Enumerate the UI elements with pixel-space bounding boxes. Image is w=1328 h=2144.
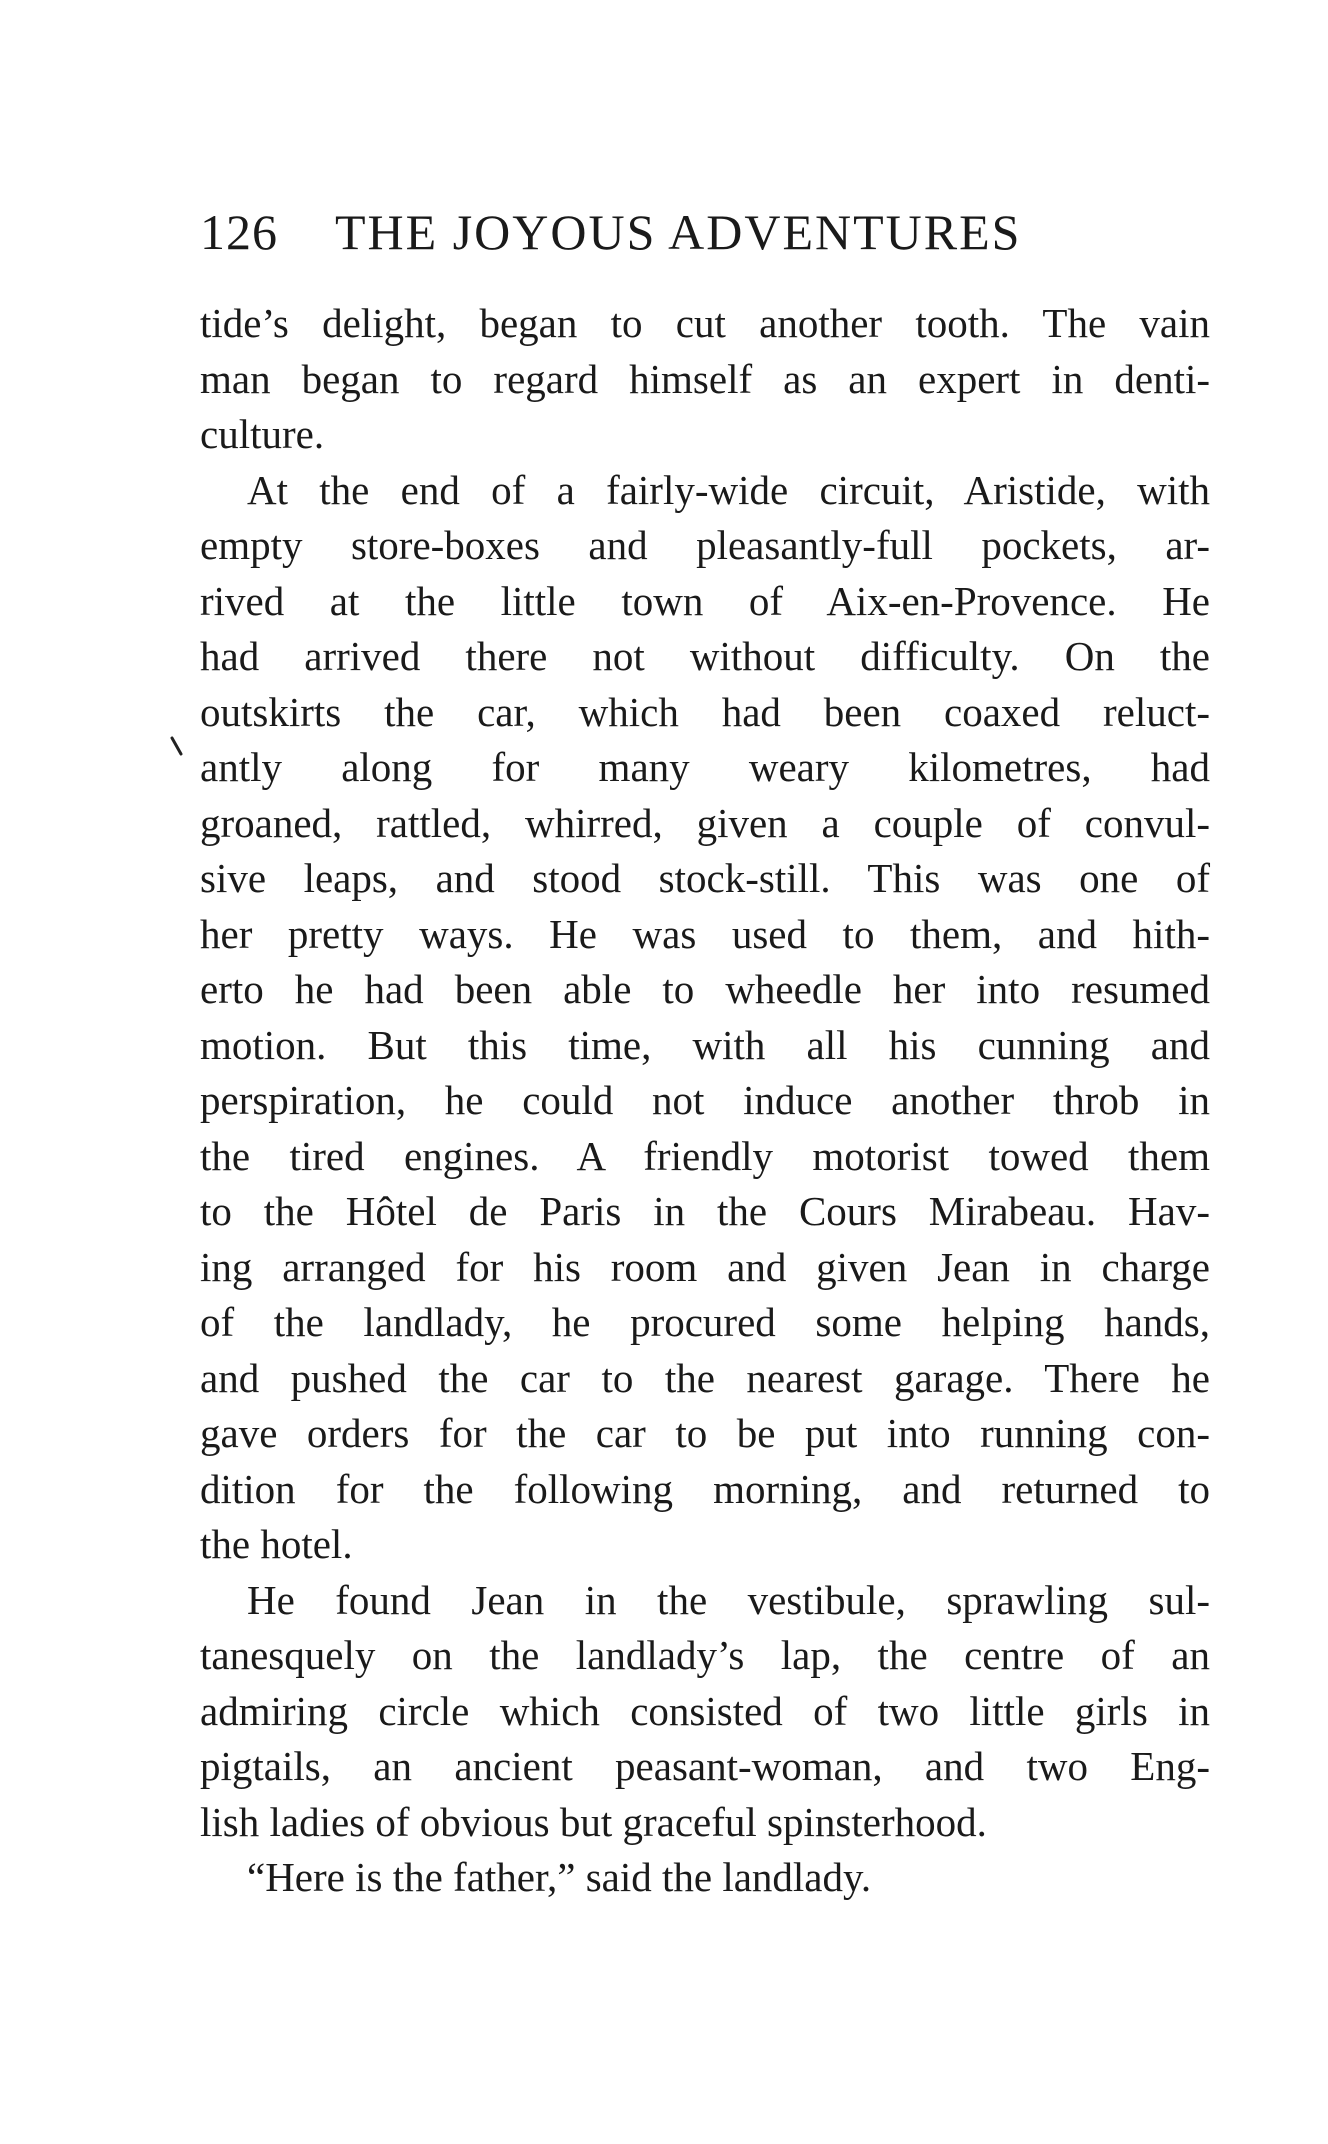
- running-title: THE JOYOUS ADVENTURES: [335, 204, 1022, 260]
- text-line: He found Jean in the vestibule, sprawling sul-: [247, 1576, 1210, 1623]
- text-line: At the end of a fairly-wide circuit, Aristide, with: [247, 466, 1210, 513]
- text-line: lish ladies of obvious but graceful spinsterhood.: [200, 1798, 987, 1845]
- text-line: her pretty ways. He was used to them, and hith-: [200, 910, 1210, 957]
- text-line: had arrived there not without difficulty. On the: [200, 633, 1210, 679]
- text-line: culture.: [200, 411, 325, 457]
- running-head: [200, 204, 1080, 260]
- text-line: antly along for many weary kilometres, had: [200, 744, 1210, 790]
- text-line: admiring circle which consisted of two little girls in: [200, 1687, 1210, 1734]
- text-line: outskirts the car, which had been coaxed reluct-: [200, 688, 1210, 735]
- text-line: tide’s delight, began to cut another tooth. The vain: [200, 300, 1210, 346]
- text-line: and pushed the car to the nearest garage. There he: [200, 1354, 1210, 1401]
- text-line: the hotel.: [200, 1521, 353, 1567]
- text-line: to the Hôtel de Paris in the Cours Mirabeau. Hav-: [200, 1188, 1210, 1234]
- text-line: of the landlady, he procured some helping hands,: [200, 1299, 1210, 1345]
- text-line: gave orders for the car to be put into running con-: [200, 1410, 1210, 1456]
- text-line: rived at the little town of Aix-en-Provence. He: [200, 577, 1210, 624]
- margin-mark: [170, 736, 184, 758]
- text-line: motion. But this time, with all his cunning and: [200, 1021, 1210, 1068]
- text-line: the tired engines. A friendly motorist towed them: [200, 1132, 1210, 1179]
- text-line: perspiration, he could not induce another throb in: [200, 1077, 1210, 1123]
- text-line: erto he had been able to wheedle her into resumed: [200, 966, 1210, 1012]
- text-line: ing arranged for his room and given Jean in charge: [200, 1243, 1210, 1290]
- body-text: [200, 296, 1210, 1906]
- text-line: pigtails, an ancient peasant-woman, and two Eng-: [200, 1743, 1210, 1789]
- text-line: tanesquely on the landlady’s lap, the centre of an: [200, 1632, 1210, 1678]
- text-line: sive leaps, and stood stock-still. This was one of: [200, 855, 1210, 901]
- text-line: “Here is the father,” said the landlady.: [247, 1854, 872, 1900]
- text-line: dition for the following morning, and returned to: [200, 1465, 1210, 1512]
- text-line: groaned, rattled, whirred, given a couple of convul-: [200, 799, 1210, 846]
- text-line: empty store-boxes and pleasantly-full pockets, ar-: [200, 522, 1210, 568]
- page-number: 126: [200, 204, 278, 260]
- text-line: man began to regard himself as an expert in denti-: [200, 355, 1210, 402]
